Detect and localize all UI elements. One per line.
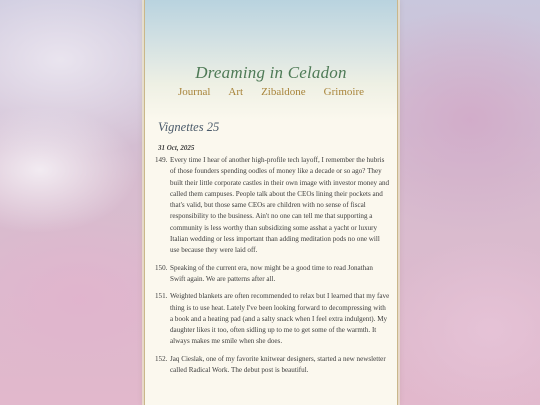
entry-text: Weighted blankets are often recommended to relax but I learned that my fave thing is to use heat. Lately I've been looking forward to decompressing with a book and a heating pad (and a salty snack when I feel extra indulgent). My daughter likes it too, often sidling up to me to get some of the warmth. It always makes me smile when she does. xyxy=(170,292,390,346)
list-item xyxy=(155,263,390,286)
entry-text: Every time I hear of another high-profile tech layoff, I remember the hubris of those founders spending oodles of money like a decade or so ago? They built their little corporate castles in their own image with investor money and called them campuses. People talk about the CEOs lining their pockets and that's valid, but those same CEOs are children with no sense of fiscal responsibility to the business. Ain't no one can tell me that supporting a community is less worthy than subsidizing some asshat a yacht or luxury Italian wedding or less important than adding meditation pods no one will use because they were laid off. xyxy=(170,156,390,255)
vignette-list xyxy=(155,155,390,382)
entry-text: Jaq Cieslak, one of my favorite knitwear designers, started a new newsletter called Radical Work. The debut post is beautiful. xyxy=(170,354,386,375)
entry-number: 150. xyxy=(155,263,168,272)
entry-text: Speaking of the current era, now might be a good time to read Jonathan Swift again. We are patterns after all. xyxy=(170,263,373,283)
nav-link-art[interactable]: Art xyxy=(228,86,244,98)
entry-number: 152. xyxy=(155,354,168,363)
post-date: 31 Oct, 2025 xyxy=(158,144,195,152)
nav-link-grimoire[interactable]: Grimoire xyxy=(323,86,364,98)
list-item xyxy=(155,291,390,347)
entry-number: 149. xyxy=(155,156,168,164)
list-item xyxy=(155,354,390,377)
content-column xyxy=(144,0,398,405)
entry-number: 151. xyxy=(155,292,168,301)
list-item xyxy=(155,155,390,257)
post-title: Vignettes 25 xyxy=(158,120,220,134)
site-title[interactable]: Dreaming in Celadon xyxy=(195,63,347,82)
nav-link-journal[interactable]: Journal xyxy=(178,86,211,98)
nav-link-zibaldone[interactable]: Zibaldone xyxy=(261,86,306,98)
header-banner xyxy=(145,0,397,120)
main-nav xyxy=(145,86,397,98)
